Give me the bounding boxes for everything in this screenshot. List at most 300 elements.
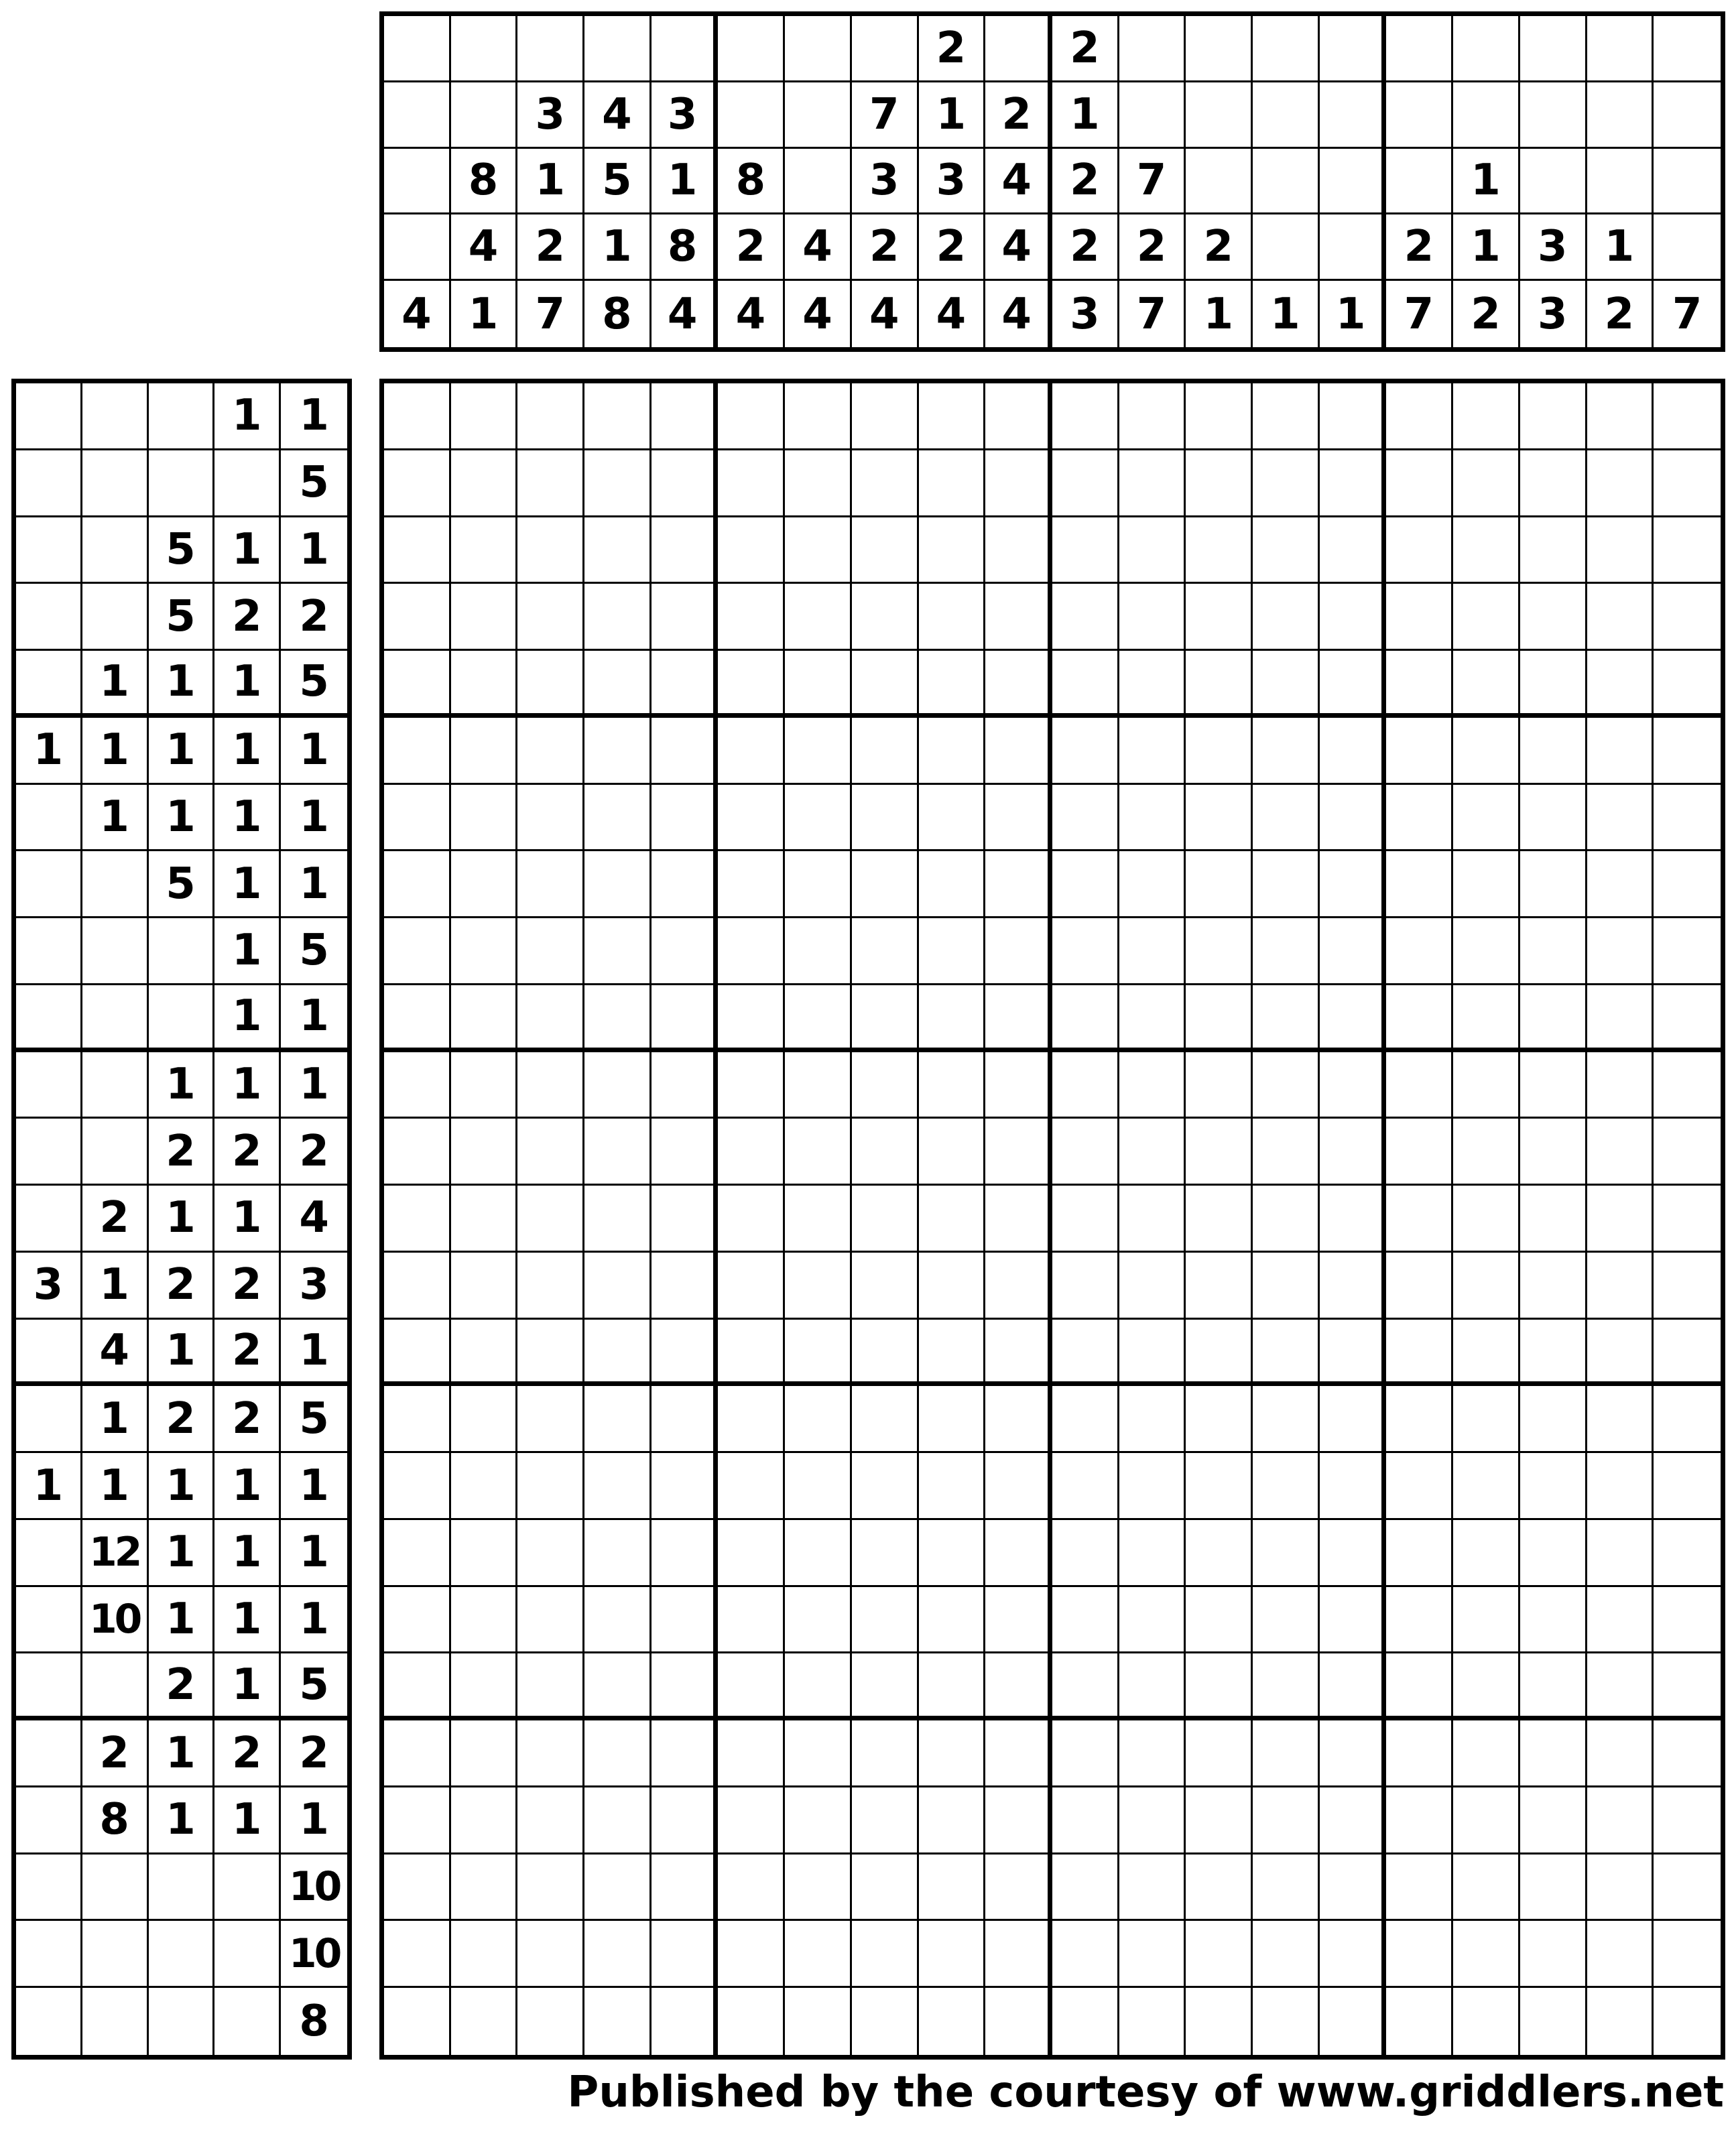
- grid-cell[interactable]: [1386, 1720, 1453, 1787]
- grid-cell[interactable]: [1654, 1988, 1721, 2055]
- grid-cell[interactable]: [1320, 1186, 1387, 1253]
- grid-cell[interactable]: [785, 1988, 852, 2055]
- grid-cell[interactable]: [1119, 1119, 1186, 1186]
- grid-cell[interactable]: [1453, 1253, 1520, 1320]
- grid-cell[interactable]: [1186, 1119, 1253, 1186]
- grid-cell[interactable]: [1186, 718, 1253, 785]
- grid-cell[interactable]: [1386, 1787, 1453, 1854]
- grid-cell[interactable]: [1052, 1453, 1119, 1520]
- grid-cell[interactable]: [1119, 1854, 1186, 1922]
- grid-cell[interactable]: [652, 1320, 719, 1387]
- grid-cell[interactable]: [1119, 1052, 1186, 1119]
- grid-cell[interactable]: [985, 584, 1052, 651]
- grid-cell[interactable]: [1253, 651, 1320, 718]
- grid-cell[interactable]: [584, 1921, 652, 1988]
- grid-cell[interactable]: [1052, 1653, 1119, 1720]
- grid-cell[interactable]: [985, 718, 1052, 785]
- grid-cell[interactable]: [985, 651, 1052, 718]
- grid-cell[interactable]: [517, 1052, 584, 1119]
- grid-cell[interactable]: [1520, 1787, 1587, 1854]
- grid-cell[interactable]: [517, 918, 584, 985]
- grid-cell[interactable]: [985, 985, 1052, 1052]
- grid-cell[interactable]: [1654, 450, 1721, 517]
- grid-cell[interactable]: [852, 584, 919, 651]
- grid-cell[interactable]: [718, 1052, 785, 1119]
- grid-cell[interactable]: [1320, 1787, 1387, 1854]
- grid-cell[interactable]: [1654, 651, 1721, 718]
- grid-cell[interactable]: [1453, 1320, 1520, 1387]
- grid-cell[interactable]: [1453, 517, 1520, 584]
- grid-cell[interactable]: [451, 584, 518, 651]
- grid-cell[interactable]: [1186, 1988, 1253, 2055]
- grid-cell[interactable]: [652, 517, 719, 584]
- grid-cell[interactable]: [1386, 517, 1453, 584]
- grid-cell[interactable]: [1320, 450, 1387, 517]
- grid-cell[interactable]: [451, 1921, 518, 1988]
- grid-cell[interactable]: [652, 1720, 719, 1787]
- grid-cell[interactable]: [1587, 1052, 1654, 1119]
- grid-cell[interactable]: [451, 1854, 518, 1922]
- grid-cell[interactable]: [785, 1587, 852, 1654]
- grid-cell[interactable]: [1186, 517, 1253, 584]
- grid-cell[interactable]: [1119, 1186, 1186, 1253]
- grid-cell[interactable]: [1386, 1988, 1453, 2055]
- grid-cell[interactable]: [1253, 1253, 1320, 1320]
- grid-cell[interactable]: [451, 1253, 518, 1320]
- grid-cell[interactable]: [1320, 1386, 1387, 1453]
- grid-cell[interactable]: [1587, 1587, 1654, 1654]
- grid-cell[interactable]: [451, 1720, 518, 1787]
- grid-cell[interactable]: [517, 1253, 584, 1320]
- grid-cell[interactable]: [1453, 985, 1520, 1052]
- grid-cell[interactable]: [584, 1453, 652, 1520]
- grid-cell[interactable]: [919, 1320, 986, 1387]
- grid-cell[interactable]: [384, 1386, 451, 1453]
- grid-cell[interactable]: [384, 1653, 451, 1720]
- grid-cell[interactable]: [1253, 1854, 1320, 1922]
- grid-cell[interactable]: [852, 1320, 919, 1387]
- grid-cell[interactable]: [1253, 851, 1320, 918]
- grid-cell[interactable]: [1119, 584, 1186, 651]
- grid-cell[interactable]: [1119, 1520, 1186, 1587]
- grid-cell[interactable]: [384, 1787, 451, 1854]
- grid-cell[interactable]: [451, 1052, 518, 1119]
- grid-cell[interactable]: [451, 1320, 518, 1387]
- grid-cell[interactable]: [1119, 1988, 1186, 2055]
- grid-cell[interactable]: [852, 1186, 919, 1253]
- grid-cell[interactable]: [584, 450, 652, 517]
- grid-cell[interactable]: [1520, 584, 1587, 651]
- grid-cell[interactable]: [1119, 1720, 1186, 1787]
- grid-cell[interactable]: [1186, 851, 1253, 918]
- grid-cell[interactable]: [1052, 1253, 1119, 1320]
- grid-cell[interactable]: [1119, 1453, 1186, 1520]
- grid-cell[interactable]: [1386, 1854, 1453, 1922]
- grid-cell[interactable]: [1386, 651, 1453, 718]
- grid-cell[interactable]: [1386, 918, 1453, 985]
- grid-cell[interactable]: [1052, 450, 1119, 517]
- grid-cell[interactable]: [1654, 985, 1721, 1052]
- grid-cell[interactable]: [1587, 1854, 1654, 1922]
- grid-cell[interactable]: [1052, 1520, 1119, 1587]
- grid-cell[interactable]: [584, 1988, 652, 2055]
- grid-cell[interactable]: [852, 1854, 919, 1922]
- grid-cell[interactable]: [384, 1587, 451, 1654]
- grid-cell[interactable]: [652, 718, 719, 785]
- grid-cell[interactable]: [1386, 1320, 1453, 1387]
- grid-cell[interactable]: [584, 1186, 652, 1253]
- grid-cell[interactable]: [1186, 1186, 1253, 1253]
- grid-cell[interactable]: [384, 1453, 451, 1520]
- grid-cell[interactable]: [451, 918, 518, 985]
- grid-cell[interactable]: [1654, 584, 1721, 651]
- grid-cell[interactable]: [584, 1052, 652, 1119]
- grid-cell[interactable]: [1253, 785, 1320, 852]
- grid-cell[interactable]: [919, 1520, 986, 1587]
- grid-cell[interactable]: [1654, 785, 1721, 852]
- grid-cell[interactable]: [1520, 918, 1587, 985]
- grid-cell[interactable]: [517, 584, 584, 651]
- grid-cell[interactable]: [384, 785, 451, 852]
- grid-cell[interactable]: [1520, 1520, 1587, 1587]
- grid-cell[interactable]: [584, 1253, 652, 1320]
- grid-cell[interactable]: [718, 851, 785, 918]
- grid-cell[interactable]: [1052, 584, 1119, 651]
- grid-cell[interactable]: [652, 1186, 719, 1253]
- grid-cell[interactable]: [1587, 1119, 1654, 1186]
- grid-cell[interactable]: [1253, 584, 1320, 651]
- grid-cell[interactable]: [384, 1320, 451, 1387]
- grid-cell[interactable]: [584, 383, 652, 450]
- grid-cell[interactable]: [1587, 651, 1654, 718]
- grid-cell[interactable]: [1186, 584, 1253, 651]
- grid-cell[interactable]: [1119, 1320, 1186, 1387]
- grid-cell[interactable]: [1453, 1453, 1520, 1520]
- grid-cell[interactable]: [384, 1854, 451, 1922]
- grid-cell[interactable]: [1654, 851, 1721, 918]
- grid-cell[interactable]: [1453, 718, 1520, 785]
- grid-cell[interactable]: [1587, 1921, 1654, 1988]
- grid-cell[interactable]: [517, 851, 584, 918]
- grid-cell[interactable]: [852, 718, 919, 785]
- grid-cell[interactable]: [785, 918, 852, 985]
- grid-cell[interactable]: [652, 1052, 719, 1119]
- grid-cell[interactable]: [785, 1520, 852, 1587]
- grid-cell[interactable]: [1119, 1653, 1186, 1720]
- grid-cell[interactable]: [1052, 651, 1119, 718]
- grid-cell[interactable]: [517, 1386, 584, 1453]
- grid-cell[interactable]: [1587, 785, 1654, 852]
- grid-cell[interactable]: [517, 1587, 584, 1654]
- grid-cell[interactable]: [919, 517, 986, 584]
- grid-cell[interactable]: [1052, 1386, 1119, 1453]
- grid-cell[interactable]: [1654, 1320, 1721, 1387]
- grid-cell[interactable]: [1119, 851, 1186, 918]
- grid-cell[interactable]: [1587, 584, 1654, 651]
- grid-cell[interactable]: [852, 450, 919, 517]
- grid-cell[interactable]: [985, 383, 1052, 450]
- grid-cell[interactable]: [852, 1787, 919, 1854]
- grid-cell[interactable]: [1119, 918, 1186, 985]
- grid-cell[interactable]: [1119, 1253, 1186, 1320]
- grid-cell[interactable]: [785, 1186, 852, 1253]
- grid-cell[interactable]: [1253, 1720, 1320, 1787]
- grid-cell[interactable]: [1654, 918, 1721, 985]
- grid-cell[interactable]: [1320, 1520, 1387, 1587]
- grid-cell[interactable]: [451, 1386, 518, 1453]
- grid-cell[interactable]: [451, 383, 518, 450]
- grid-cell[interactable]: [1253, 1520, 1320, 1587]
- grid-cell[interactable]: [1654, 1787, 1721, 1854]
- grid-cell[interactable]: [1453, 785, 1520, 852]
- grid-cell[interactable]: [584, 718, 652, 785]
- grid-cell[interactable]: [1453, 1587, 1520, 1654]
- grid-cell[interactable]: [852, 1921, 919, 1988]
- grid-cell[interactable]: [652, 985, 719, 1052]
- grid-cell[interactable]: [919, 1052, 986, 1119]
- grid-cell[interactable]: [1320, 918, 1387, 985]
- grid-cell[interactable]: [1520, 1854, 1587, 1922]
- grid-cell[interactable]: [718, 1119, 785, 1186]
- grid-cell[interactable]: [1186, 1453, 1253, 1520]
- grid-cell[interactable]: [652, 383, 719, 450]
- grid-cell[interactable]: [1052, 851, 1119, 918]
- grid-cell[interactable]: [1654, 1186, 1721, 1253]
- grid-cell[interactable]: [919, 651, 986, 718]
- grid-cell[interactable]: [1052, 1119, 1119, 1186]
- grid-cell[interactable]: [1654, 1119, 1721, 1186]
- grid-cell[interactable]: [718, 1186, 785, 1253]
- grid-cell[interactable]: [451, 851, 518, 918]
- grid-cell[interactable]: [1253, 1587, 1320, 1654]
- grid-cell[interactable]: [1186, 450, 1253, 517]
- grid-cell[interactable]: [584, 1119, 652, 1186]
- grid-cell[interactable]: [1453, 1653, 1520, 1720]
- grid-cell[interactable]: [1320, 1320, 1387, 1387]
- grid-cell[interactable]: [1253, 1386, 1320, 1453]
- grid-cell[interactable]: [1119, 718, 1186, 785]
- grid-cell[interactable]: [1320, 1854, 1387, 1922]
- grid-cell[interactable]: [1052, 1052, 1119, 1119]
- grid-cell[interactable]: [718, 1587, 785, 1654]
- grid-cell[interactable]: [1453, 1720, 1520, 1787]
- grid-cell[interactable]: [652, 1587, 719, 1654]
- grid-cell[interactable]: [919, 1720, 986, 1787]
- grid-cell[interactable]: [1654, 718, 1721, 785]
- grid-cell[interactable]: [652, 1653, 719, 1720]
- grid-cell[interactable]: [718, 584, 785, 651]
- grid-cell[interactable]: [1386, 1587, 1453, 1654]
- grid-cell[interactable]: [1654, 517, 1721, 584]
- grid-cell[interactable]: [584, 651, 652, 718]
- grid-cell[interactable]: [1587, 851, 1654, 918]
- grid-cell[interactable]: [517, 1520, 584, 1587]
- grid-cell[interactable]: [852, 1052, 919, 1119]
- grid-cell[interactable]: [1186, 1854, 1253, 1922]
- grid-cell[interactable]: [1253, 1921, 1320, 1988]
- grid-cell[interactable]: [1654, 1587, 1721, 1654]
- grid-cell[interactable]: [718, 1653, 785, 1720]
- grid-cell[interactable]: [1453, 1921, 1520, 1988]
- grid-cell[interactable]: [517, 1988, 584, 2055]
- grid-cell[interactable]: [517, 1653, 584, 1720]
- grid-cell[interactable]: [1253, 517, 1320, 584]
- grid-cell[interactable]: [652, 651, 719, 718]
- grid-cell[interactable]: [1320, 1653, 1387, 1720]
- grid-cell[interactable]: [1520, 383, 1587, 450]
- grid-cell[interactable]: [852, 1520, 919, 1587]
- grid-cell[interactable]: [1186, 918, 1253, 985]
- grid-cell[interactable]: [384, 918, 451, 985]
- grid-cell[interactable]: [584, 1720, 652, 1787]
- grid-cell[interactable]: [785, 1052, 852, 1119]
- grid-cell[interactable]: [718, 1320, 785, 1387]
- grid-cell[interactable]: [852, 1720, 919, 1787]
- grid-cell[interactable]: [919, 450, 986, 517]
- grid-cell[interactable]: [919, 1988, 986, 2055]
- grid-cell[interactable]: [1453, 1854, 1520, 1922]
- grid-cell[interactable]: [785, 651, 852, 718]
- grid-cell[interactable]: [985, 1988, 1052, 2055]
- grid-cell[interactable]: [652, 918, 719, 985]
- grid-cell[interactable]: [1453, 383, 1520, 450]
- grid-cell[interactable]: [1453, 584, 1520, 651]
- grid-cell[interactable]: [1453, 450, 1520, 517]
- grid-cell[interactable]: [985, 1787, 1052, 1854]
- grid-cell[interactable]: [718, 918, 785, 985]
- grid-cell[interactable]: [1654, 1253, 1721, 1320]
- grid-cell[interactable]: [919, 985, 986, 1052]
- grid-cell[interactable]: [1320, 584, 1387, 651]
- grid-cell[interactable]: [1587, 1988, 1654, 2055]
- grid-cell[interactable]: [451, 718, 518, 785]
- grid-cell[interactable]: [652, 1520, 719, 1587]
- grid-cell[interactable]: [1253, 1320, 1320, 1387]
- grid-cell[interactable]: [919, 1253, 986, 1320]
- grid-cell[interactable]: [652, 1988, 719, 2055]
- grid-cell[interactable]: [852, 918, 919, 985]
- grid-cell[interactable]: [1052, 517, 1119, 584]
- grid-cell[interactable]: [985, 1186, 1052, 1253]
- grid-cell[interactable]: [1386, 851, 1453, 918]
- grid-cell[interactable]: [985, 1720, 1052, 1787]
- grid-cell[interactable]: [1587, 918, 1654, 985]
- grid-cell[interactable]: [384, 718, 451, 785]
- grid-cell[interactable]: [1119, 651, 1186, 718]
- grid-cell[interactable]: [1320, 718, 1387, 785]
- grid-cell[interactable]: [517, 1119, 584, 1186]
- grid-cell[interactable]: [1186, 651, 1253, 718]
- grid-cell[interactable]: [1052, 785, 1119, 852]
- grid-cell[interactable]: [1186, 1787, 1253, 1854]
- grid-cell[interactable]: [1320, 985, 1387, 1052]
- grid-cell[interactable]: [451, 1653, 518, 1720]
- grid-cell[interactable]: [718, 1453, 785, 1520]
- grid-cell[interactable]: [517, 1854, 584, 1922]
- grid-cell[interactable]: [785, 1119, 852, 1186]
- grid-cell[interactable]: [1386, 785, 1453, 852]
- grid-cell[interactable]: [985, 1854, 1052, 1922]
- grid-cell[interactable]: [1587, 1653, 1654, 1720]
- grid-cell[interactable]: [384, 1119, 451, 1186]
- grid-cell[interactable]: [718, 1386, 785, 1453]
- grid-cell[interactable]: [451, 1787, 518, 1854]
- grid-cell[interactable]: [1186, 1386, 1253, 1453]
- grid-cell[interactable]: [1253, 1186, 1320, 1253]
- grid-cell[interactable]: [584, 985, 652, 1052]
- grid-cell[interactable]: [1320, 651, 1387, 718]
- grid-cell[interactable]: [384, 1052, 451, 1119]
- grid-cell[interactable]: [1520, 1921, 1587, 1988]
- grid-cell[interactable]: [1587, 1186, 1654, 1253]
- grid-cell[interactable]: [1520, 1386, 1587, 1453]
- grid-cell[interactable]: [451, 651, 518, 718]
- grid-cell[interactable]: [785, 985, 852, 1052]
- grid-cell[interactable]: [785, 1386, 852, 1453]
- grid-cell[interactable]: [1186, 1653, 1253, 1720]
- grid-cell[interactable]: [1654, 1854, 1721, 1922]
- grid-cell[interactable]: [785, 1787, 852, 1854]
- grid-cell[interactable]: [1386, 383, 1453, 450]
- grid-cell[interactable]: [1453, 1186, 1520, 1253]
- grid-cell[interactable]: [1587, 1787, 1654, 1854]
- grid-cell[interactable]: [1386, 718, 1453, 785]
- grid-cell[interactable]: [652, 1386, 719, 1453]
- grid-cell[interactable]: [1052, 1854, 1119, 1922]
- grid-cell[interactable]: [1119, 1386, 1186, 1453]
- grid-cell[interactable]: [718, 1720, 785, 1787]
- grid-cell[interactable]: [1052, 1320, 1119, 1387]
- grid-cell[interactable]: [785, 450, 852, 517]
- grid-cell[interactable]: [1052, 1720, 1119, 1787]
- grid-cell[interactable]: [584, 1520, 652, 1587]
- grid-cell[interactable]: [1186, 1921, 1253, 1988]
- grid-cell[interactable]: [1186, 1052, 1253, 1119]
- grid-cell[interactable]: [1253, 718, 1320, 785]
- grid-cell[interactable]: [517, 651, 584, 718]
- grid-cell[interactable]: [652, 1854, 719, 1922]
- grid-cell[interactable]: [985, 517, 1052, 584]
- grid-cell[interactable]: [785, 584, 852, 651]
- grid-cell[interactable]: [384, 383, 451, 450]
- grid-cell[interactable]: [1320, 1253, 1387, 1320]
- grid-cell[interactable]: [1052, 918, 1119, 985]
- grid-cell[interactable]: [451, 785, 518, 852]
- grid-cell[interactable]: [1253, 918, 1320, 985]
- grid-cell[interactable]: [1587, 450, 1654, 517]
- grid-cell[interactable]: [1119, 383, 1186, 450]
- grid-cell[interactable]: [1052, 985, 1119, 1052]
- grid-cell[interactable]: [584, 584, 652, 651]
- grid-cell[interactable]: [852, 1386, 919, 1453]
- grid-cell[interactable]: [1587, 383, 1654, 450]
- grid-cell[interactable]: [1320, 1453, 1387, 1520]
- grid-cell[interactable]: [1253, 1119, 1320, 1186]
- grid-cell[interactable]: [785, 517, 852, 584]
- grid-cell[interactable]: [1520, 1119, 1587, 1186]
- grid-cell[interactable]: [1520, 450, 1587, 517]
- grid-cell[interactable]: [1654, 1720, 1721, 1787]
- grid-cell[interactable]: [384, 517, 451, 584]
- grid-cell[interactable]: [919, 383, 986, 450]
- grid-cell[interactable]: [1119, 1787, 1186, 1854]
- grid-cell[interactable]: [718, 985, 785, 1052]
- grid-cell[interactable]: [1253, 1988, 1320, 2055]
- grid-cell[interactable]: [718, 1854, 785, 1922]
- grid-cell[interactable]: [985, 1253, 1052, 1320]
- grid-cell[interactable]: [1386, 1921, 1453, 1988]
- grid-cell[interactable]: [919, 1854, 986, 1922]
